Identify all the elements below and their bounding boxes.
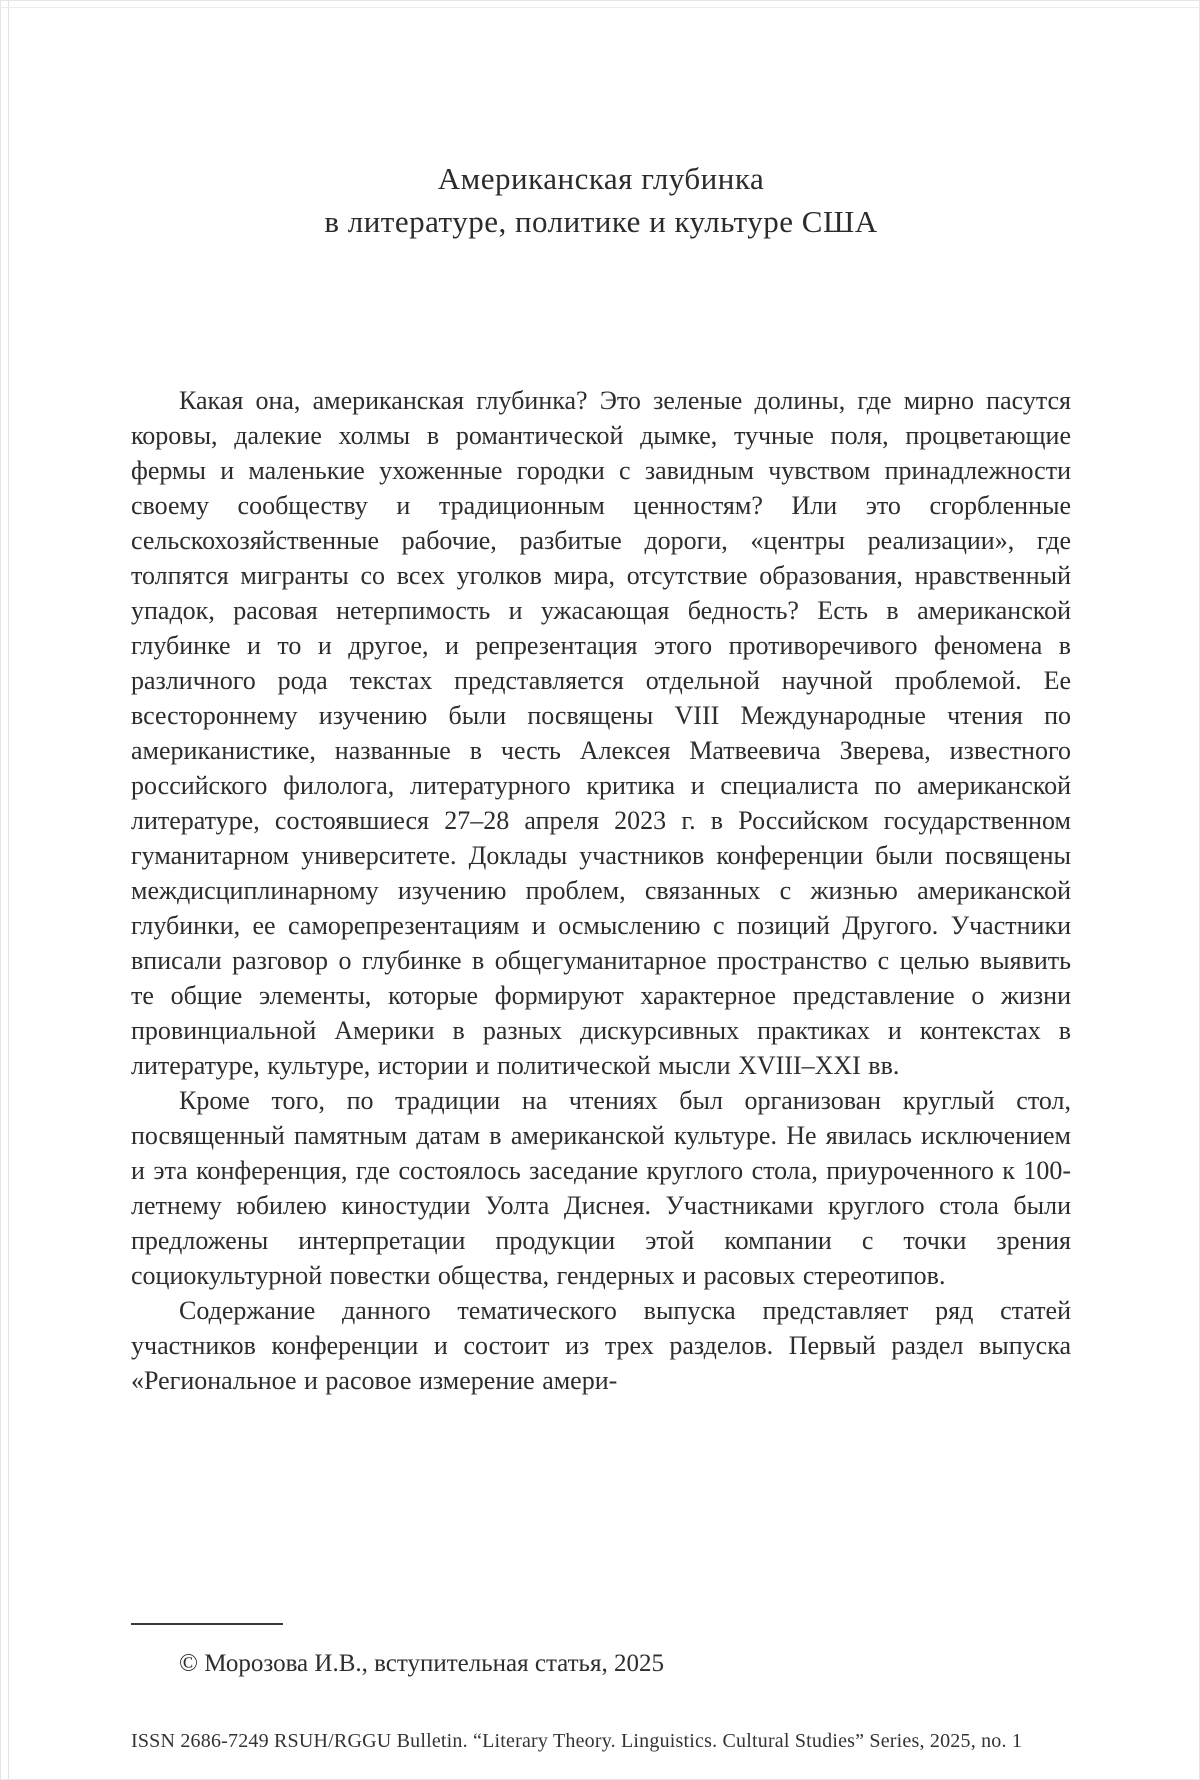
article-title	[131, 157, 1071, 243]
article-title-line-1: Американская глубинка	[437, 161, 765, 196]
journal-footer-text: ISSN 2686-7249 RSUH/RGGU Bulletin. “Literary Theory. Linguistics. Cultural Studies” Series, 2025, no. 1	[131, 1730, 1023, 1752]
scan-edge-left	[8, 1, 9, 1779]
paragraph-3: Содержание данного тематического выпуска представляет ряд статей участников конференции и состоит из трех разделов. Первый раздел выпуска «Региональное и расовое измерение амери-	[131, 1296, 1071, 1395]
paragraph-2: Кроме того, по традиции на чтениях был организован круглый стол, посвященный памятным датам в американской культуре. Не явилась исключением и эта конференция, где состоялось заседание круглого стола, приуроченного к 100-летнему юбилею киностудии Уолта Диснея. Участниками круглого стола были предложены интерпретации продукции этой компании с точки зрения социокультурной повестки общества, гендерных и расовых стереотипов.	[131, 1086, 1071, 1290]
footnote-text: © Морозова И.В., вступительная статья, 2025	[179, 1650, 664, 1677]
article-title-line-2: в литературе, политике и культуре США	[324, 204, 878, 239]
article-body	[131, 383, 1071, 1398]
paragraph-1: Какая она, американская глубинка? Это зеленые долины, где мирно пасутся коровы, далекие холмы в романтической дымке, тучные поля, процветающие фермы и маленькие ухоженные городки с завидным чувством принадлежности своему сообществу и традиционным ценностям? Или это сгорбленные сельскохозяйственные рабочие, разбитые дороги, «центры реализации», где толпятся мигранты со всех уголков мира, отсутствие образования, нравственный упадок, расовая нетерпимость и ужасающая бедность? Есть в американской глубинке и то и другое, и репрезентация этого противоречивого феномена в различного рода текстах представляется отдельной научной проблемой. Ее всестороннему изучению были посвящены VIII Международные чтения по американистике, названные в честь Алексея Матвеевича Зверева, известного российского филолога, литературного критика и специалиста по американской литературе, состоявшиеся 27–28 апреля 2023 г. в Российском государственном гуманитарном университете. Доклады участников конференции были посвящены междисциплинарному изучению проблем, связанных с жизнью американской глубинки, ее саморепрезентациям и осмыслению с позиций Другого. Участники вписали разговор о глубинке в общегуманитарное пространство с целью выявить те общие элементы, которые формируют характерное представление о жизни провинциальной Америки в разных дискурсивных практиках и контекстах в литературе, культуре, истории и политической мысли XVIII–XXI вв.	[131, 386, 1071, 1080]
scan-edge-top	[1, 7, 1199, 8]
footnote-rule	[131, 1623, 283, 1625]
